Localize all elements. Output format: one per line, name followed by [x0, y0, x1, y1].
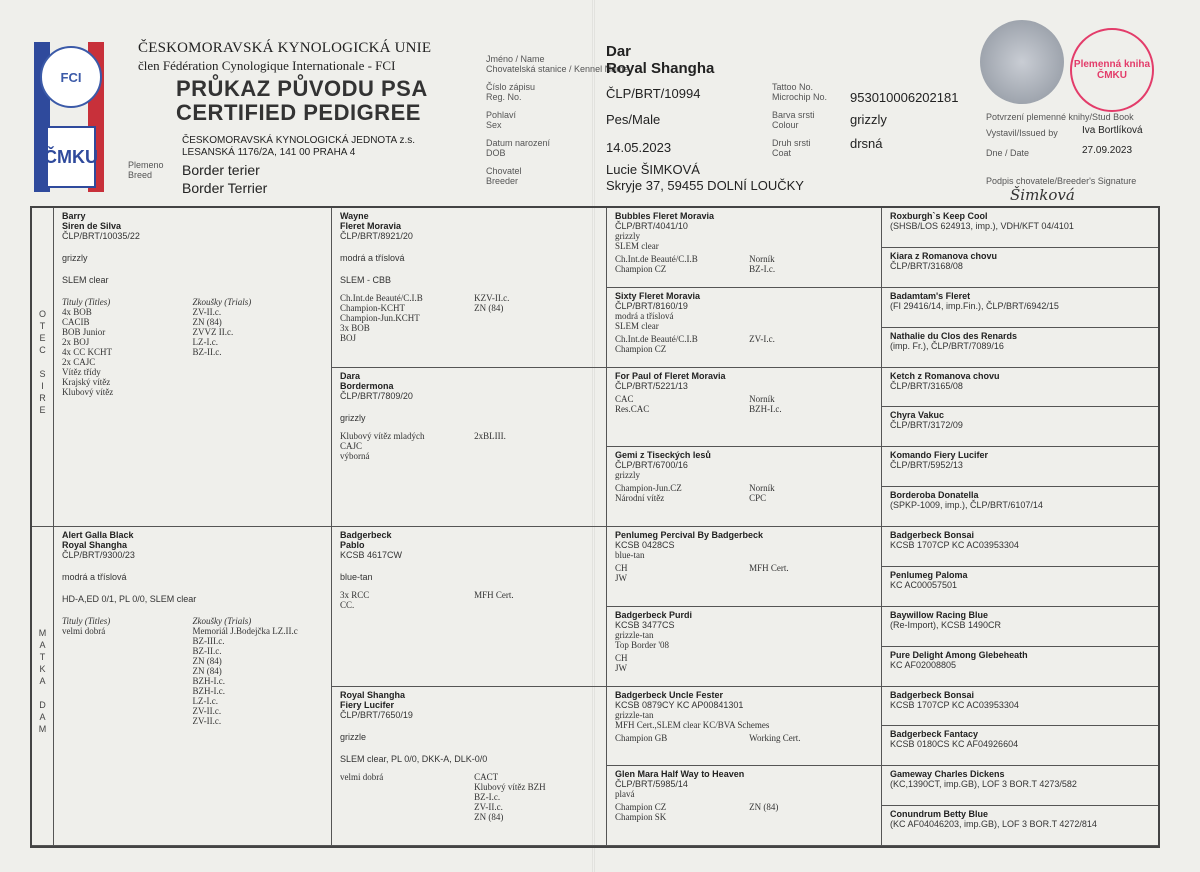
- details: grizzly: [615, 231, 640, 241]
- breed-cz: Border terier: [182, 162, 260, 178]
- gen4-cell: [882, 607, 1158, 647]
- titles-trials-row: [615, 394, 873, 414]
- titles-line: 3x BOB: [340, 323, 370, 333]
- dog-name: Glen Mara Half Way to Heaven: [615, 769, 745, 780]
- titles-line: CAJC: [340, 440, 363, 451]
- reg-number: KCSB 1707CP KC AC03953304: [890, 699, 1019, 710]
- colour: grizzly: [340, 412, 366, 423]
- details: modrá a tříslová: [615, 310, 674, 321]
- trials: [749, 802, 873, 822]
- breed-en: Border Terrier: [182, 180, 268, 196]
- dog-name: For Paul of Fleret Moravia: [615, 370, 726, 381]
- dog-kennel: Royal Shangha: [606, 60, 715, 77]
- title-item: Krajský vítěz: [62, 377, 111, 387]
- trial-item: ZN (84): [192, 656, 222, 666]
- details: Top Border '08: [615, 639, 669, 650]
- studbook-label: Potvrzení plemenné knihy/Stud Book: [986, 112, 1134, 122]
- reg-number: KCSB 0180CS KC AF04926604: [890, 739, 1019, 750]
- health: HD-A,ED 0/1, PL 0/0, SLEM clear: [62, 594, 197, 604]
- reg-number: ČLP/BRT/5952/13: [890, 460, 963, 471]
- great-grandparent-cell: [607, 607, 882, 687]
- reg-number: ČLP/BRT/5221/13: [615, 380, 688, 391]
- coat-label: Druh srsti Coat: [772, 138, 811, 158]
- dog-name: Fiery Lucifer: [340, 699, 395, 710]
- titles-line: Res.CAC: [615, 403, 650, 414]
- details: grizzle-tan: [615, 629, 654, 640]
- titles-trials-row: [615, 334, 873, 354]
- trials-line: ZV-II.c.: [474, 801, 503, 812]
- trials-line: Norník: [749, 393, 775, 404]
- details: blue-tan: [615, 550, 645, 560]
- titles-line: CH: [615, 652, 628, 663]
- reg-number: (Re-Import), KCSB 1490CR: [890, 619, 1002, 630]
- trials-line: KZV-II.c.: [474, 293, 510, 303]
- trials: [474, 431, 598, 461]
- issued-label: Vystavil/Issued by: [986, 128, 1058, 138]
- great-grandparent-cell: [607, 368, 882, 448]
- trial-item: BZH-I.c.: [192, 686, 225, 696]
- trials: [749, 334, 873, 354]
- great-grandparent-cell: [607, 447, 882, 527]
- reg-number: ČLP/BRT/10035/22: [62, 231, 140, 241]
- grandparent-cell: [332, 368, 607, 528]
- title-item: 2x BOJ: [62, 337, 90, 347]
- trial-item: BZ-II.c.: [192, 347, 222, 357]
- dog-name: Penlumeg Paloma: [890, 569, 968, 580]
- trials: [193, 297, 324, 397]
- gen4-cell: [882, 288, 1158, 328]
- reg-number: (FI 29416/14, imp.Fin.), ČLP/BRT/6942/15: [890, 300, 1059, 311]
- dog-name: Pablo: [340, 540, 365, 550]
- sex-label: Pohlaví Sex: [486, 110, 517, 130]
- details: MFH Cert.,SLEM clear KC/BVA Schemes: [615, 719, 770, 730]
- title-item: 4x CC KCHT: [62, 347, 113, 357]
- reg-number: KCSB 3477CS: [615, 619, 675, 630]
- date-label: Dne / Date: [986, 148, 1030, 158]
- title-item: Vítěz třídy: [62, 367, 101, 377]
- titles-line: Champion CZ: [615, 802, 667, 813]
- dog-name: Barry: [62, 211, 86, 221]
- dog-name: Siren de Silva: [62, 221, 122, 231]
- reg-number: ČLP/BRT/3168/08: [890, 260, 963, 271]
- trials-line: Working Cert.: [749, 732, 801, 743]
- reg-number: ČLP/BRT/9300/23: [62, 550, 135, 560]
- dog-name: Bordermona: [340, 380, 394, 391]
- titles-trials-row: [340, 772, 598, 822]
- title-item: velmi dobrá: [62, 626, 106, 636]
- trials-label: Zkoušky (Trials): [192, 616, 252, 626]
- studbook-stamp: Plemenná kniha ČMKU: [1070, 28, 1154, 112]
- dog-name: Kiara z Romanova chovu: [890, 250, 998, 261]
- reg-number: (imp. Fr.), ČLP/BRT/7089/16: [890, 340, 1004, 351]
- colour: modrá a tříslová: [340, 253, 405, 263]
- breeder-signature-label: Podpis chovatele/Breeder's Signature: [986, 176, 1137, 186]
- titles: [615, 802, 666, 822]
- titles: [615, 254, 698, 274]
- titles-line: JW: [615, 662, 627, 673]
- trials-line: Norník: [749, 483, 775, 494]
- details: plavá: [615, 789, 635, 800]
- titles-trials-row: [615, 254, 873, 274]
- trials: [749, 563, 873, 583]
- dog-name: Ketch z Romanova chovu: [890, 370, 1000, 381]
- titles: [615, 733, 667, 743]
- dog-sex: Pes/Male: [606, 112, 661, 127]
- reg-number: ČLP/BRT/7650/19: [340, 709, 413, 720]
- gen4-cell: [882, 766, 1158, 806]
- trials-line: CACT: [474, 771, 499, 782]
- titles-trials-row: [615, 733, 873, 743]
- titles-line: Ch.Int.de Beauté/C.I.B: [615, 254, 698, 264]
- trials: [749, 394, 873, 414]
- dog-name: Badgerbeck Fantacy: [890, 729, 979, 740]
- reg-number: ČLP/BRT/5985/14: [615, 779, 688, 790]
- issuer-line2: LESANSKÁ 1176/2A, 141 00 PRAHA 4: [182, 147, 356, 158]
- issuer-line1: ČESKOMORAVSKÁ KYNOLOGICKÁ JEDNOTA z.s.: [182, 135, 416, 146]
- titles: [615, 563, 628, 583]
- titles-line: Klubový vítěz mladých: [340, 430, 425, 441]
- trial-item: ZN (84): [192, 317, 222, 327]
- details: grizzly: [615, 470, 640, 481]
- great-grandparent-cell: [607, 527, 882, 607]
- trials-line: BZ-I.c.: [749, 264, 776, 274]
- reg-number: (KC,1390CT, imp.GB), LOF 3 BOR.T 4273/582: [890, 779, 1077, 790]
- reg-number: ČLP/BRT/3165/08: [890, 380, 963, 391]
- dog-name: Badgerbeck Uncle Fester: [615, 689, 724, 700]
- titles: [615, 653, 628, 673]
- breed-label: Plemeno Breed: [128, 160, 164, 180]
- trial-item: LZ-I.c.: [192, 696, 218, 706]
- health: SLEM clear, PL 0/0, DKK-A, DLK-0/0: [340, 753, 488, 764]
- gen4-cell: [882, 447, 1158, 487]
- side-label-sire: O T E C S I R E: [32, 208, 54, 527]
- dog-name: Roxburgh`s Keep Cool: [890, 211, 988, 221]
- cmku-emblem: ČMKU: [46, 126, 96, 188]
- dog-name: Dar: [606, 43, 632, 60]
- issued-by: Iva Bortlíková: [1082, 125, 1143, 136]
- breeder-address: Skryje 37, 59455 DOLNÍ LOUČKY: [606, 178, 804, 193]
- dog-name: Baywillow Racing Blue: [890, 609, 989, 620]
- reg-label: Číslo zápisu Reg. No.: [486, 82, 536, 102]
- titles-line: velmi dobrá: [340, 771, 384, 782]
- dog-coat: drsná: [850, 136, 883, 151]
- titles: [340, 590, 369, 610]
- titles-trials-row: [340, 293, 598, 343]
- dog-name: Sixty Fleret Moravia: [615, 290, 701, 301]
- titles: [615, 334, 698, 354]
- reg-number: KC AF02008805: [890, 659, 957, 670]
- trials: [749, 653, 873, 673]
- colour: blue-tan: [340, 572, 373, 582]
- titles-line: Champion-KCHT: [340, 303, 405, 313]
- titles-line: JW: [615, 573, 627, 583]
- gen4-cell: [882, 248, 1158, 288]
- dog-name: Badgerbeck Purdi: [615, 609, 693, 620]
- org-name: ČESKOMORAVSKÁ KYNOLOGICKÁ UNIE: [138, 40, 432, 56]
- trials-line: ZN (84): [474, 303, 504, 313]
- trials-label: Zkoušky (Trials): [192, 297, 252, 307]
- trial-item: ZV-II.c.: [192, 706, 222, 716]
- dog-name: Royal Shangha: [62, 540, 128, 550]
- titles: [615, 394, 649, 414]
- trial-item: ZN (84): [192, 666, 222, 676]
- dog-chip: 953010006202181: [850, 90, 959, 105]
- dog-name: Badamtam's Fleret: [890, 290, 971, 301]
- titles-line: Champion CZ: [615, 264, 667, 274]
- reg-number: KCSB 1707CP KC AC03953304: [890, 540, 1019, 550]
- titles-label: Tituly (Titles): [62, 297, 111, 307]
- trials-line: BZ-I.c.: [474, 791, 501, 802]
- reg-number: (SPKP-1009, imp.), ČLP/BRT/6107/14: [890, 500, 1043, 511]
- titles: [340, 431, 424, 461]
- pedigree-table: [30, 206, 1160, 848]
- dog-name: Badgerbeck: [340, 530, 392, 540]
- titles-line: CH: [615, 563, 628, 573]
- great-grandparent-cell: [607, 687, 882, 767]
- trials: [474, 772, 598, 822]
- titles-trials-row: [615, 563, 873, 583]
- title-en: CERTIFIED PEDIGREE: [176, 100, 421, 125]
- reg-number: ČLP/BRT/4041/10: [615, 221, 688, 231]
- trials: [749, 483, 873, 503]
- trial-item: LZ-I.c.: [192, 337, 218, 347]
- titles: [340, 293, 423, 343]
- titles-trials: [62, 616, 323, 726]
- parent-cell: [54, 527, 332, 846]
- titles: [340, 772, 383, 822]
- titles: [615, 483, 682, 503]
- details: SLEM clear: [615, 241, 659, 251]
- colour: grizzly: [62, 253, 88, 263]
- title-item: 4x BOB: [62, 307, 92, 317]
- trial-item: ZV-II.c.: [192, 716, 222, 726]
- title-cz: PRŮKAZ PŮVODU PSA: [176, 76, 428, 101]
- reg-number: ČLP/BRT/7809/20: [340, 390, 413, 401]
- trial-item: BZH-I.c.: [192, 676, 225, 686]
- breeder-label: Chovatel Breeder: [486, 166, 522, 186]
- gen4-cell: [882, 806, 1158, 846]
- gen4-cell: [882, 647, 1158, 687]
- trial-item: ZVVZ II.c.: [192, 327, 234, 337]
- titles-line: Champion-Jun.KCHT: [340, 313, 420, 323]
- hologram-seal: [980, 20, 1064, 104]
- issue-date: 27.09.2023: [1082, 145, 1133, 156]
- grandparent-cell: [332, 208, 607, 368]
- titles-line: Champion GB: [615, 732, 668, 743]
- breeder-signature: Šimková: [1010, 186, 1075, 204]
- trials: [474, 293, 598, 343]
- reg-number: (KC AF04046203, imp.GB), LOF 3 BOR.T 4272/814: [890, 819, 1097, 830]
- title-item: Klubový vítěz: [62, 387, 114, 397]
- titles-line: výborná: [340, 450, 370, 461]
- trial-item: ZV-II.c.: [192, 307, 222, 317]
- dog-dob: 14.05.2023: [606, 140, 672, 155]
- trials-line: ZV-I.c.: [749, 333, 775, 344]
- dob-label: Datum narození DOB: [486, 138, 551, 158]
- details: SLEM clear: [615, 320, 659, 331]
- health: SLEM clear: [62, 275, 109, 285]
- side-label-dam: M A T K A D A M: [32, 527, 54, 846]
- trial-item: BZ-III.c.: [192, 636, 225, 646]
- gen4-cell: [882, 328, 1158, 368]
- gen4-cell: [882, 687, 1158, 727]
- title-item: CACIB: [62, 317, 90, 327]
- reg-number: ČLP/BRT/8921/20: [340, 231, 413, 241]
- trials: [193, 616, 324, 726]
- titles: [62, 616, 110, 726]
- dog-name: Fleret Moravia: [340, 221, 402, 231]
- trials-line: MFH Cert.: [749, 563, 789, 573]
- trials-line: Norník: [749, 254, 775, 264]
- reg-number: KCSB 4617CW: [340, 550, 403, 560]
- dog-name: Chyra Vakuc: [890, 410, 945, 421]
- dog-reg: ČLP/BRT/10994: [606, 86, 701, 101]
- dog-name: Bubbles Fleret Moravia: [615, 211, 715, 221]
- dog-name: Gameway Charles Dickens: [890, 769, 1005, 780]
- titles-trials-row: [340, 590, 598, 610]
- dog-name: Badgerbeck Bonsai: [890, 689, 975, 700]
- reg-number: KCSB 0879CY KC AP00841301: [615, 699, 744, 710]
- dog-name: Badgerbeck Bonsai: [890, 530, 975, 540]
- reg-number: ČLP/BRT/6700/16: [615, 460, 688, 471]
- grandparent-cell: [332, 527, 607, 687]
- grandparent-cell: [332, 687, 607, 847]
- titles-line: Champion-Jun.CZ: [615, 483, 682, 494]
- trial-item: BZ-II.c.: [192, 646, 222, 656]
- dog-name: Dara: [340, 370, 361, 381]
- reg-number: ČLP/BRT/3172/09: [890, 420, 963, 431]
- dog-colour: grizzly: [850, 112, 887, 127]
- reg-number: KC AC00057501: [890, 579, 958, 590]
- gen4-cell: [882, 726, 1158, 766]
- dog-name: Penlumeg Percival By Badgerbeck: [615, 530, 764, 540]
- dog-name: Alert Galla Black: [62, 530, 134, 540]
- titles-line: CC.: [340, 600, 355, 610]
- reg-number: ČLP/BRT/8160/19: [615, 300, 688, 311]
- titles-line: Ch.Int.de Beauté/C.I.B: [615, 333, 698, 344]
- great-grandparent-cell: [607, 288, 882, 368]
- gen4-cell: [882, 527, 1158, 567]
- titles-trials-row: [615, 483, 873, 503]
- titles: [62, 297, 113, 397]
- fci-emblem: FCI: [40, 46, 102, 108]
- trials-line: Klubový vítěz BZH: [474, 781, 546, 792]
- org-subtitle: člen Fédération Cynologique Internationale - FCI: [138, 58, 396, 73]
- trials: [749, 254, 873, 274]
- great-grandparent-cell: [607, 766, 882, 846]
- dog-name: Borderoba Donatella: [890, 490, 979, 501]
- title-item: 2x CAJC: [62, 357, 96, 367]
- cmku-fci-logo: [34, 42, 104, 192]
- trials-line: CPC: [749, 493, 767, 504]
- reg-number: (SHSB/LOS 624913, imp.), VDH/KFT 04/4101: [890, 221, 1074, 231]
- titles-trials-row: [615, 653, 873, 673]
- gen4-cell: [882, 368, 1158, 408]
- name-label: Jméno / Name Chovatelská stanice / Kennel Name: [486, 54, 629, 74]
- dog-name: Gemi z Tiseckých lesů: [615, 450, 711, 461]
- titles-label: Tituly (Titles): [62, 616, 111, 626]
- titles-line: 3x RCC: [340, 590, 370, 600]
- titles-line: Champion CZ: [615, 343, 667, 354]
- great-grandparent-cell: [607, 208, 882, 288]
- trial-item: Memoriál J.Bodejčka LZ.II.c: [192, 626, 298, 636]
- gen4-cell: [882, 487, 1158, 527]
- dog-name: Wayne: [340, 211, 369, 221]
- chip-label: Tattoo No. Microchip No.: [772, 82, 828, 102]
- colour: grizzle: [340, 731, 367, 742]
- details: grizzle-tan: [615, 709, 654, 720]
- trials-line: MFH Cert.: [474, 590, 514, 600]
- titles-trials-row: [615, 802, 873, 822]
- reg-number: KCSB 0428CS: [615, 540, 675, 550]
- gen4-cell: [882, 407, 1158, 447]
- parent-cell: [54, 208, 332, 527]
- breeder-name: Lucie ŠIMKOVÁ: [606, 162, 700, 177]
- health: SLEM - CBB: [340, 275, 392, 285]
- colour-label: Barva srsti Colour: [772, 110, 815, 130]
- titles-line: CAC: [615, 393, 634, 404]
- trials: [749, 733, 873, 743]
- colour: modrá a tříslová: [62, 572, 127, 582]
- gen4-cell: [882, 567, 1158, 607]
- dog-name: Nathalie du Clos des Renards: [890, 330, 1018, 341]
- titles-trials: [62, 297, 323, 397]
- trials-line: ZN (84): [749, 802, 779, 813]
- titles-line: BOJ: [340, 333, 357, 343]
- title-item: BOB Junior: [62, 327, 106, 337]
- titles-line: Champion SK: [615, 812, 667, 823]
- trials-line: ZN (84): [474, 811, 504, 822]
- gen4-cell: [882, 208, 1158, 248]
- dog-name: Royal Shangha: [340, 689, 406, 700]
- titles-line: Národní vítěz: [615, 493, 665, 504]
- trials-line: 2xBLIII.: [474, 430, 506, 441]
- dog-name: Pure Delight Among Glebeheath: [890, 649, 1028, 660]
- titles-trials-row: [340, 431, 598, 461]
- dog-name: Conundrum Betty Blue: [890, 809, 988, 820]
- trials-line: BZH-I.c.: [749, 403, 782, 414]
- dog-name: Komando Fiery Lucifer: [890, 450, 989, 461]
- titles-line: Ch.Int.de Beauté/C.I.B: [340, 293, 423, 303]
- trials: [474, 590, 598, 610]
